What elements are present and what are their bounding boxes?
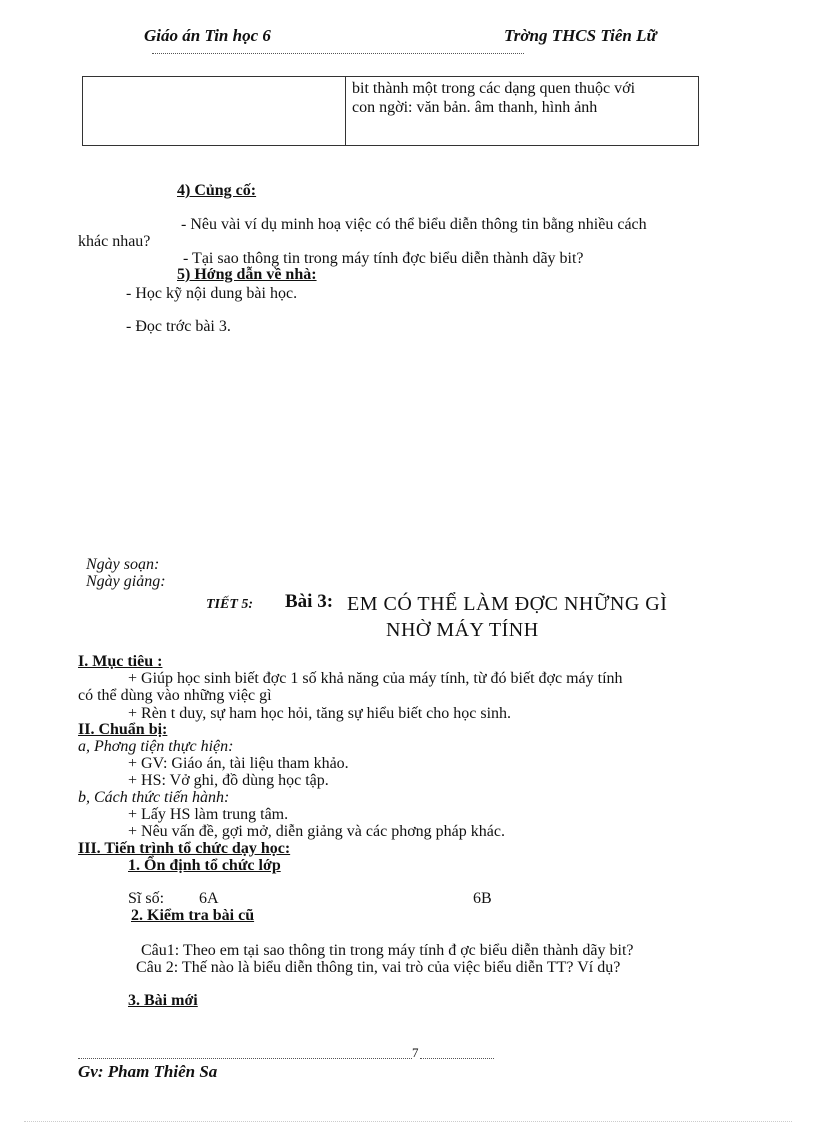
part2-sub-b: b, Cách thức tiến hành:	[78, 789, 230, 806]
review-question-1: Câu1: Theo em tại sao thông tin trong máy tính đ ợc biểu diễn thành dãy bit?	[141, 942, 634, 959]
header-right: Trờng THCS Tiên Lữ	[504, 26, 657, 45]
part2-sub-a: a, Phơng tiện thực hiện:	[78, 738, 234, 755]
content-table-fragment	[82, 76, 699, 146]
part3-s2: 2. Kiểm tra bài cũ	[131, 907, 255, 924]
footer-rule-left	[78, 1058, 412, 1059]
review-question-2: Câu 2: Thế nào là biểu diễn thông tin, vai trò của việc biểu diễn TT? Ví dụ?	[136, 959, 621, 976]
section5-heading: 5) Hớng dẫn về nhà:	[177, 266, 317, 283]
header-left: Giáo án Tin học 6	[144, 26, 271, 45]
part1-line2: có thể dùng vào những việc gì	[78, 687, 272, 704]
section4-q1-line2: khác nhau?	[78, 233, 151, 250]
date-giang: Ngày giảng:	[86, 573, 166, 590]
lesson-tiet: TIẾT 5:	[206, 597, 254, 612]
lesson-bai: Bài 3:	[285, 591, 334, 612]
section4-q2: - Tại sao thông tin trong máy tính đợc biểu diễn thành dãy bit?	[183, 250, 584, 267]
page-edge	[24, 1121, 792, 1122]
table-cell-text	[346, 77, 699, 146]
page-number: 7	[412, 1045, 419, 1060]
part2-heading: II. Chuẩn bị:	[78, 721, 168, 738]
part2-a2: + HS: Vở ghi, đồ dùng học tập.	[128, 772, 329, 789]
siso-label: Sĩ số:	[128, 890, 165, 907]
part1-line3: + Rèn t duy, sự ham học hỏi, tăng sự hiểu biết cho học sinh.	[128, 705, 512, 722]
part2-b1: + Lấy HS làm trung tâm.	[128, 806, 289, 823]
class-6b: 6B	[473, 890, 492, 907]
section5-item2: - Đọc trớc bài 3.	[126, 318, 231, 335]
section5-item1: - Học kỹ nội dung bài học.	[126, 285, 298, 302]
header-rule	[152, 53, 524, 54]
lesson-title-line1: EM CÓ THỂ LÀM ĐỢC NHỮNG GÌ	[347, 593, 668, 615]
part1-line1: + Giúp học sinh biết đợc 1 số khả năng của máy tính, từ đó biết đợc máy tính	[128, 670, 623, 687]
table-cell-empty	[83, 77, 346, 146]
part2-b2: + Nêu vấn đề, gợi mở, diễn giảng và các phơng pháp khác.	[128, 823, 505, 840]
footer-rule-right	[420, 1058, 494, 1059]
part3-s3: 3. Bài mới	[128, 992, 198, 1009]
footer-author: Gv: Pham Thiên Sa	[78, 1062, 218, 1081]
section4-heading: 4) Củng cố:	[177, 182, 257, 199]
part3-heading: III. Tiến trình tổ chức dạy học:	[78, 840, 291, 857]
part3-s1: 1. Ổn định tổ chức lớp	[128, 857, 281, 874]
section4-q1-line1: - Nêu vài ví dụ minh hoạ việc có thể biểu diễn thông tin bằng nhiều cách	[181, 216, 647, 233]
table-line-2: con ngời: văn bản. âm thanh, hình ảnh	[352, 99, 598, 116]
table-line-1: bit thành một trong các dạng quen thuộc với	[352, 80, 636, 97]
part1-heading: I. Mục tiêu :	[78, 653, 163, 670]
date-soan: Ngày soạn:	[86, 556, 160, 573]
class-6a: 6A	[199, 890, 219, 907]
part2-a1: + GV: Giáo án, tài liệu tham khảo.	[128, 755, 349, 772]
lesson-title-line2: NHỜ MÁY TÍNH	[386, 619, 539, 636]
